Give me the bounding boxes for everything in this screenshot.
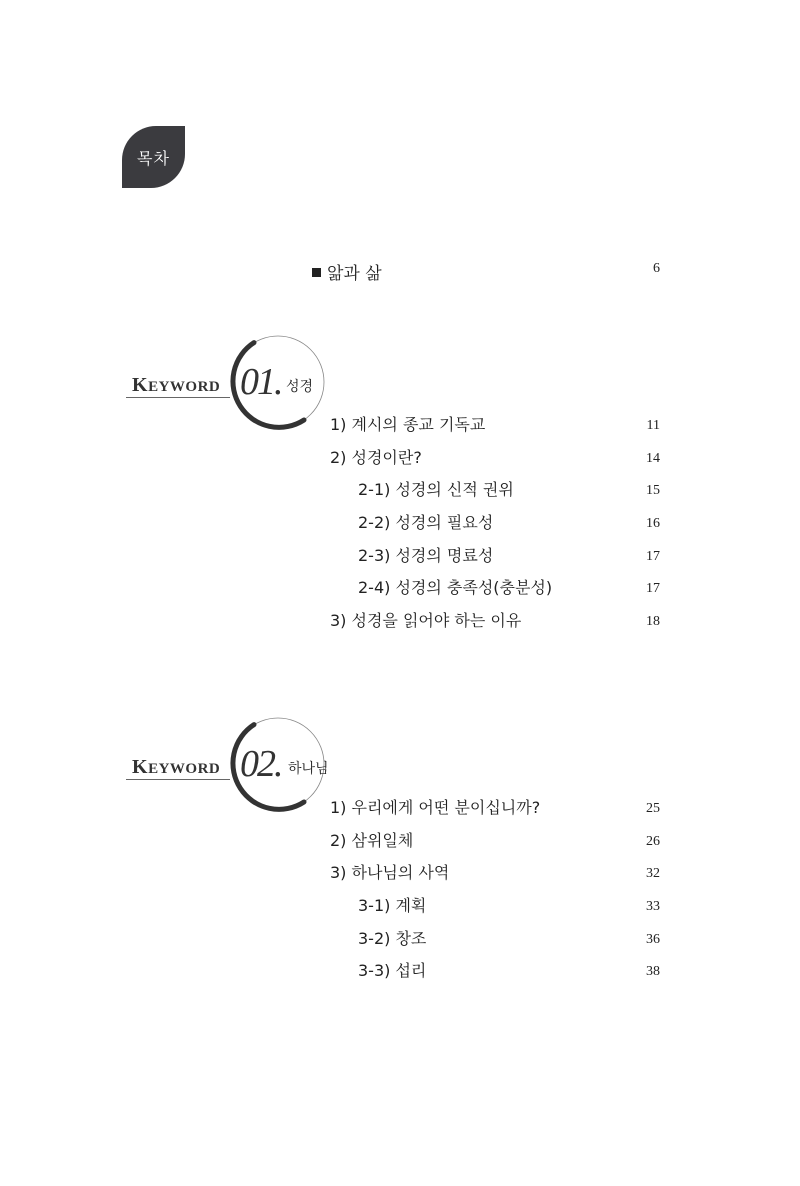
toc-list-section-2 [330, 796, 662, 992]
keyword-label: KEYWORD [132, 756, 221, 778]
page-number: 32 [646, 866, 660, 882]
page-number: 14 [646, 450, 660, 466]
section-number: 02. [240, 743, 282, 785]
toc-tab-label: 목차 [137, 148, 170, 168]
page-number: 25 [646, 801, 660, 816]
section-title: 하나님 [288, 761, 329, 777]
toc-entry[interactable]: 3-1) 계획 33 [330, 894, 662, 927]
page-number: 18 [646, 614, 660, 630]
page-number: 17 [646, 548, 660, 564]
toc-entry[interactable]: 1) 계시의 종교 기독교 11 [330, 413, 662, 446]
square-bullet-icon [312, 268, 321, 277]
toc-entry[interactable]: 2-1) 성경의 신적 권위 15 [330, 478, 662, 511]
toc-tab [122, 126, 185, 188]
toc-entry[interactable]: 2-2) 성경의 필요성 16 [330, 511, 662, 544]
page-number: 11 [646, 418, 660, 433]
page-number: 38 [646, 964, 660, 980]
page-number: 16 [646, 516, 660, 532]
page-number: 33 [646, 899, 660, 915]
intro-page-number: 6 [653, 261, 660, 276]
toc-entry[interactable]: 1) 우리에게 어떤 분이십니까? 25 [330, 796, 662, 829]
toc-entry[interactable]: 2-4) 성경의 충족성(충분성) 17 [330, 576, 662, 609]
keyword-header-1 [126, 334, 346, 444]
toc-entry[interactable]: 3-3) 섭리 38 [330, 959, 662, 992]
page-number: 26 [646, 833, 660, 849]
toc-entry[interactable]: 2-3) 성경의 명료성 17 [330, 544, 662, 577]
toc-entry[interactable]: 2) 삼위일체 26 [330, 829, 662, 862]
keyword-label: KEYWORD [132, 374, 221, 396]
toc-entry[interactable]: 3) 성경을 읽어야 하는 이유 18 [330, 609, 662, 642]
keyword-underline [126, 397, 230, 398]
toc-entry[interactable]: 3-2) 창조 36 [330, 927, 662, 960]
intro-row [312, 259, 662, 287]
keyword-underline [126, 779, 230, 780]
toc-entry[interactable]: 3) 하나님의 사역 32 [330, 861, 662, 894]
section-number: 01. [240, 361, 282, 403]
page-edge [714, 0, 800, 1186]
section-title: 성경 [286, 379, 314, 395]
keyword-header-2 [126, 716, 346, 826]
page-number: 17 [646, 581, 660, 597]
page-number: 15 [646, 483, 660, 499]
toc-entry[interactable]: 2) 성경이란? 14 [330, 446, 662, 479]
intro-title: 앎과 삶 [327, 264, 382, 284]
page-number: 36 [646, 931, 660, 947]
toc-list-section-1 [330, 413, 662, 642]
